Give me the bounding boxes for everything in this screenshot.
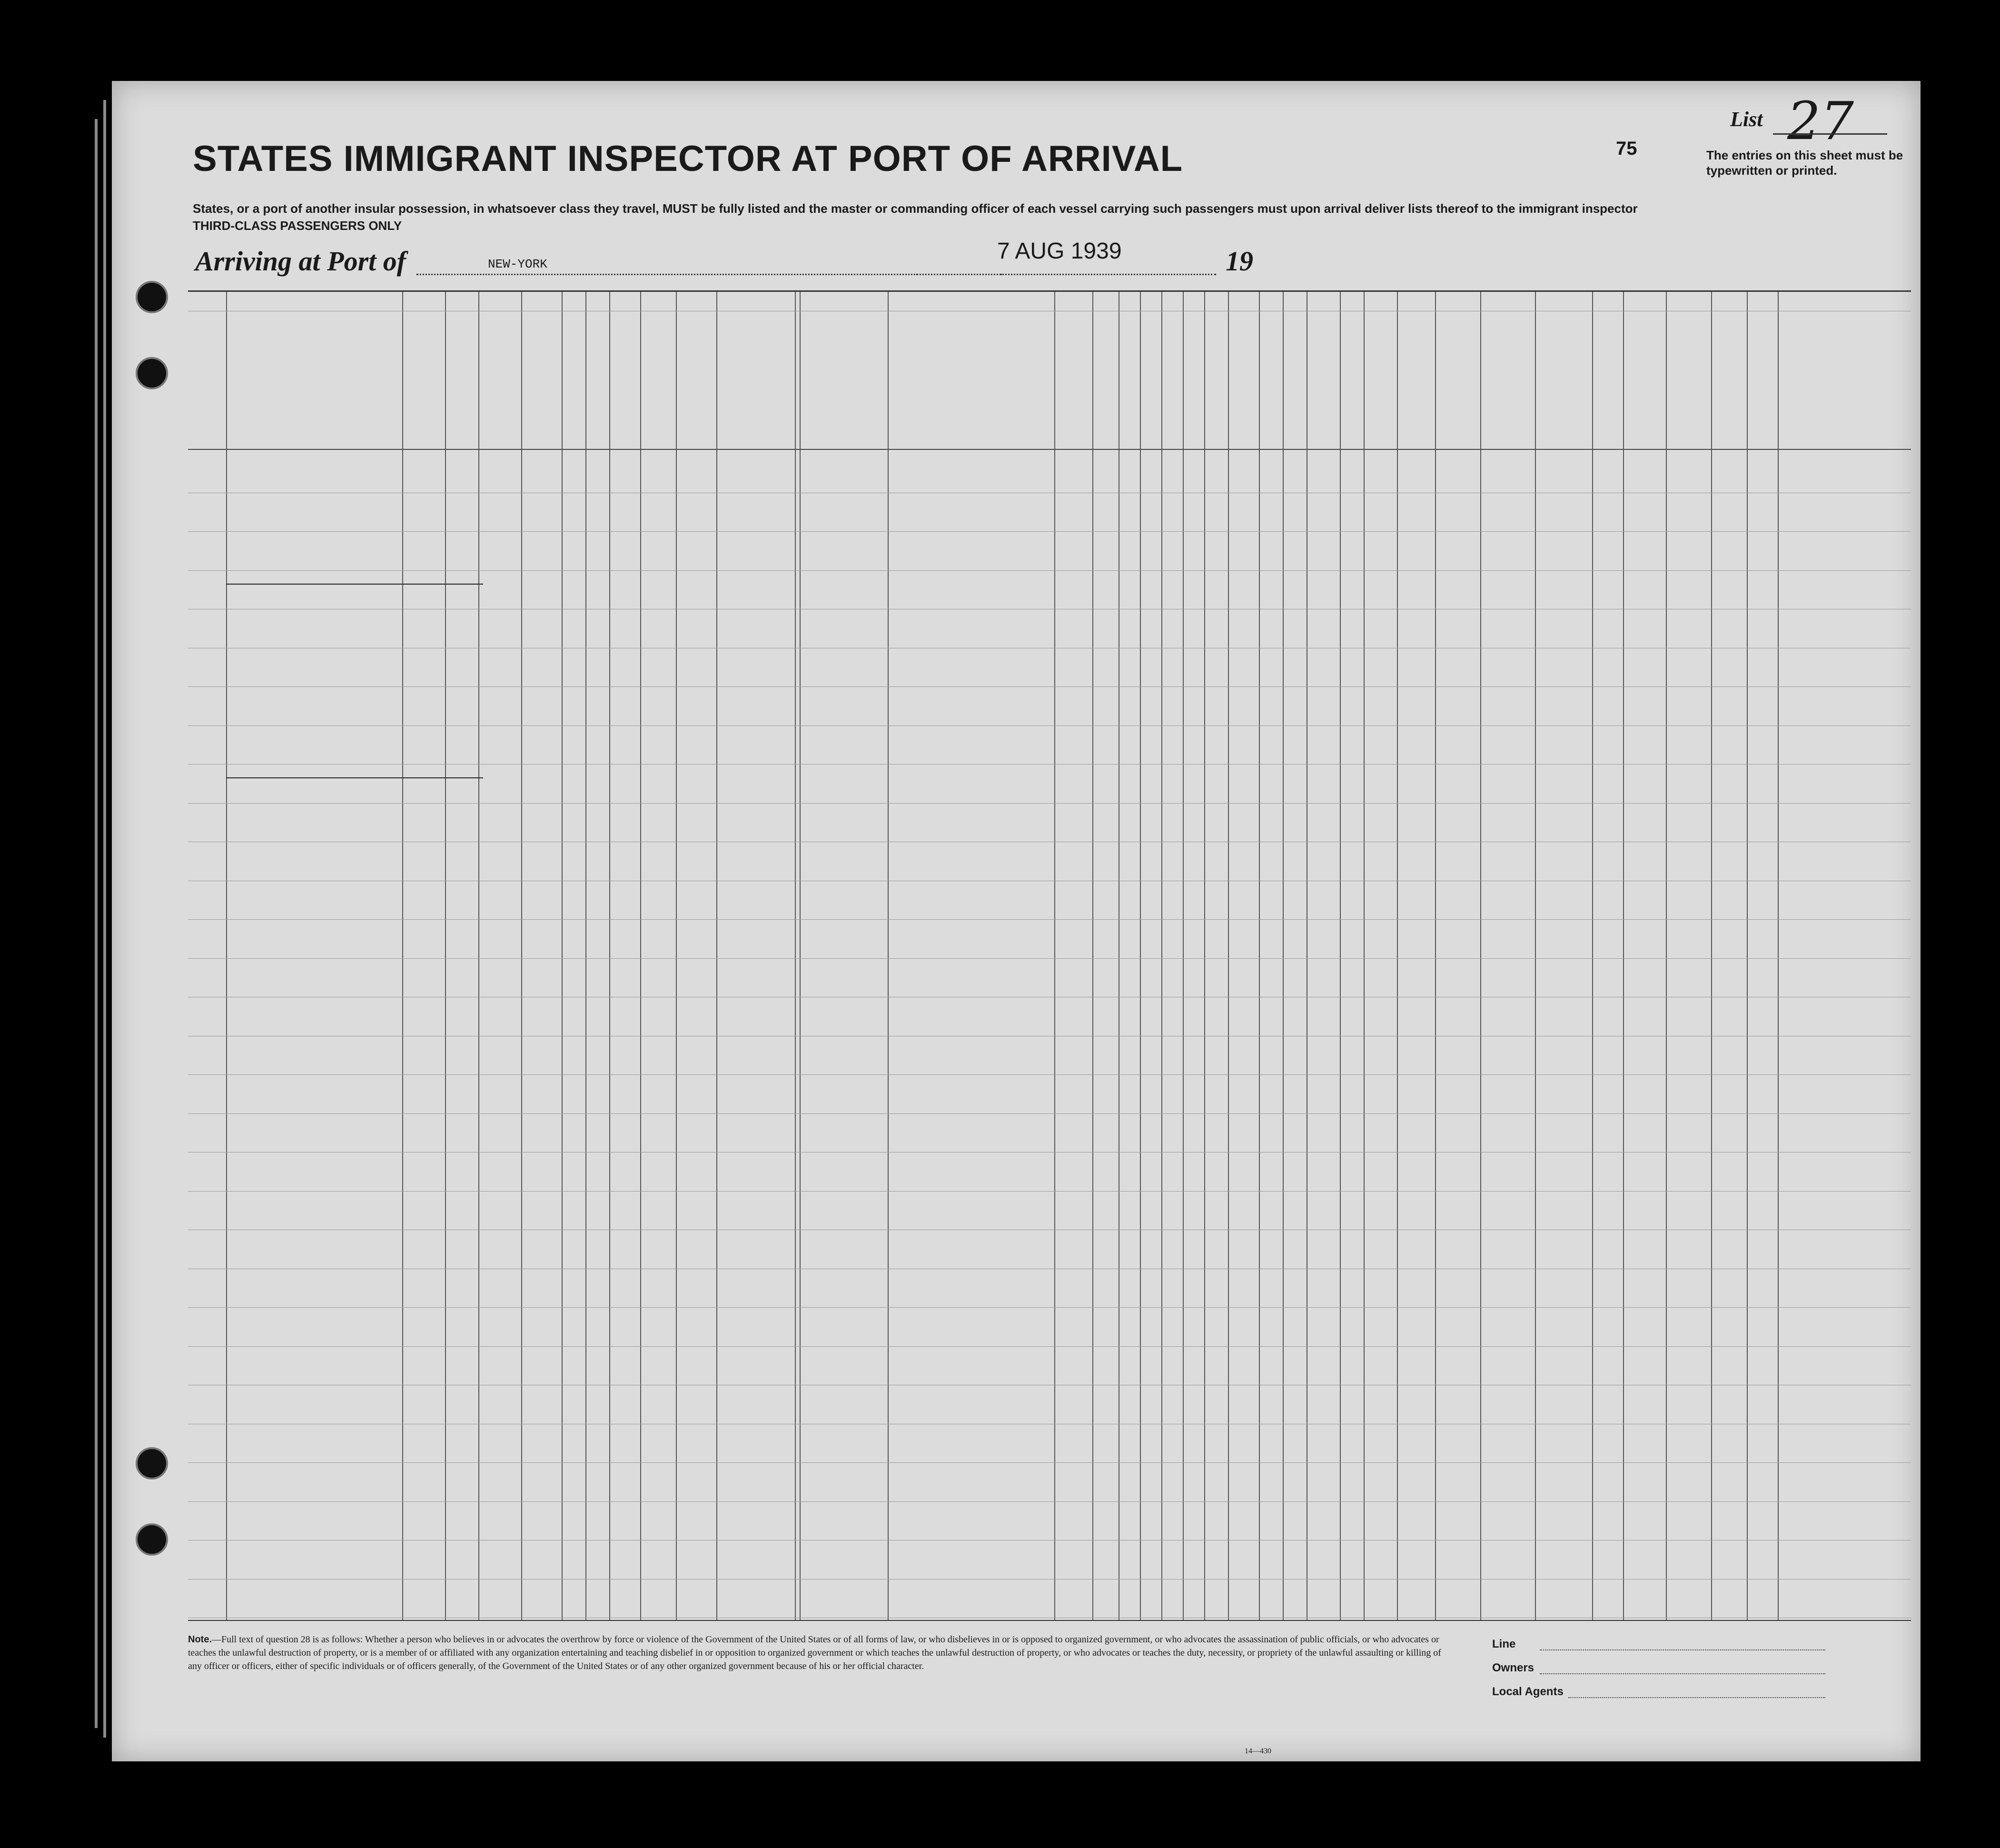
line-label: Line (1492, 1638, 1516, 1650)
list-underline (1773, 133, 1887, 135)
owners-label: Owners (1492, 1661, 1535, 1674)
column-divider (402, 292, 403, 1620)
port-underline (416, 274, 1002, 275)
table-row (188, 1307, 1911, 1308)
manifest-sheet (112, 81, 1921, 1761)
column-divider (1397, 292, 1398, 1620)
year-prefix: 19 (1226, 246, 1253, 277)
binder-hole (136, 281, 168, 313)
column-divider (1140, 292, 1141, 1620)
class-line: THIRD-CLASS PASSENGERS ONLY (193, 219, 402, 233)
table-row (188, 958, 1911, 959)
page-edge (103, 100, 106, 1738)
column-divider (521, 292, 522, 1620)
column-divider (1747, 292, 1748, 1620)
page-subtitle (193, 200, 1716, 234)
agents-label: Local Agents (1492, 1685, 1564, 1698)
list-number: 27 (1787, 90, 1854, 151)
note-label: Note. (188, 1634, 212, 1645)
table-row (188, 531, 1911, 532)
column-divider (1204, 292, 1205, 1620)
binder-hole (136, 1447, 168, 1480)
column-divider (478, 292, 479, 1620)
column-divider (1623, 292, 1624, 1620)
binder-hole (136, 1523, 168, 1556)
form-number: 14—430 (1245, 1747, 1271, 1755)
date-underline (916, 274, 1216, 275)
column-divider (1161, 292, 1162, 1620)
page-number: 75 (1616, 138, 1637, 159)
column-divider (1228, 292, 1229, 1620)
column-divider (1711, 292, 1712, 1620)
note-text: —Full text of question 28 is as follows: Whether a person who believes in or advocates the overthrow by force or violence of the Government of the United States or of all forms of law, or who disbelieves in or is opposed to organized government, or who advocates the assassination of public officials, or who advocates or teaches the unlawful destruction of property, or is a member of or affiliated with any organization entertaining and teaching disbelief in or opposition to organized government or which teaches the unlawful destruction of property, or who advocates or teaches the duty, necessity, or propriety of the unlawful assaulting or killing of any officer or officers, either of specific individuals or of officers generally, of the Government of the United States or of any other organized government because of his or her official character. (188, 1634, 1441, 1671)
footnote (188, 1633, 1449, 1673)
column-divider (1054, 292, 1055, 1620)
page-edge (95, 119, 98, 1728)
column-divider (226, 292, 227, 1620)
column-divider (445, 292, 446, 1620)
table-row (188, 1191, 1911, 1192)
column-divider (1183, 292, 1184, 1620)
table-row (188, 1074, 1911, 1075)
subtitle-text: States, or a port of another insular possession, in whatsoever class they travel, MUST be fully listed and the master or commanding officer of each vessel carrying such passengers must upon arrival deliver lists thereof to the immigrant inspector (193, 201, 1638, 216)
column-divider (1259, 292, 1260, 1620)
arriving-label: Arriving at Port of (195, 246, 406, 277)
column-divider (1778, 292, 1779, 1620)
owners-field (1540, 1673, 1825, 1674)
column-divider (609, 292, 610, 1620)
table-row (188, 803, 1911, 804)
table-row (188, 1579, 1911, 1580)
table-row (188, 1462, 1911, 1463)
table-row (188, 1152, 1911, 1153)
entries-note: The entries on this sheet must be typewritten or printed. (1706, 148, 1903, 178)
column-divider (1092, 292, 1093, 1620)
manifest-table (188, 290, 1911, 1621)
strike-line (226, 777, 483, 778)
list-label: List (1730, 108, 1763, 131)
column-divider (716, 292, 717, 1620)
table-row (188, 764, 1911, 765)
page-title: STATES IMMIGRANT INSPECTOR AT PORT OF ARRIVAL (193, 139, 1183, 179)
table-row (188, 570, 1911, 571)
column-divider (1480, 292, 1481, 1620)
header-bottom-rule (188, 449, 1911, 450)
table-row (188, 919, 1911, 920)
column-divider (640, 292, 641, 1620)
table-row (188, 1113, 1911, 1114)
table-row (188, 725, 1911, 726)
line-field (1540, 1649, 1825, 1650)
column-divider (1364, 292, 1365, 1620)
table-row (188, 1346, 1911, 1347)
column-divider (1535, 292, 1536, 1620)
table-row (188, 1501, 1911, 1502)
column-divider (800, 292, 801, 1620)
column-divider (795, 292, 796, 1620)
port-value: NEW-YORK (488, 257, 547, 271)
column-divider (585, 292, 586, 1620)
column-divider (1435, 292, 1436, 1620)
arrival-date-stamp: 7 AUG 1939 (997, 238, 1122, 264)
column-divider (562, 292, 563, 1620)
binder-hole (136, 357, 168, 389)
column-divider (888, 292, 889, 1620)
column-divider (1283, 292, 1284, 1620)
column-divider (1592, 292, 1593, 1620)
strike-line (226, 584, 483, 585)
column-divider (676, 292, 677, 1620)
agents-field (1568, 1697, 1825, 1698)
column-divider (1340, 292, 1341, 1620)
column-divider (1666, 292, 1667, 1620)
table-row (188, 686, 1911, 687)
